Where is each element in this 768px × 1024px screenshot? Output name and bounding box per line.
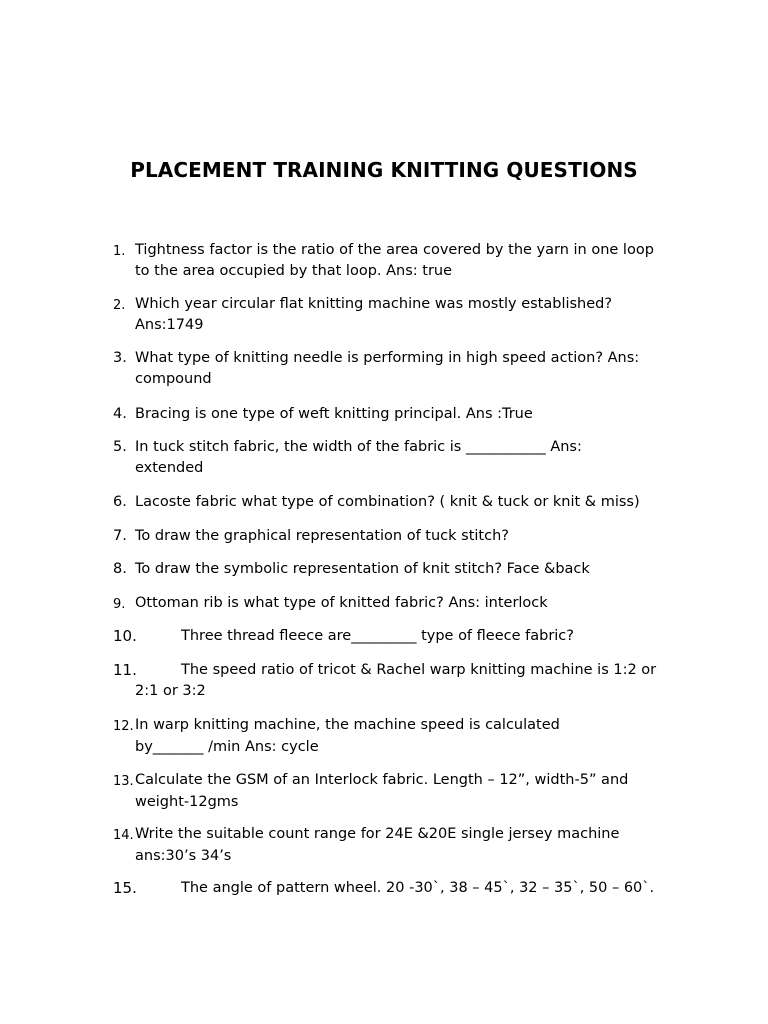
question-item — [113, 404, 683, 425]
question-item — [113, 348, 683, 390]
question-text — [181, 626, 683, 647]
question-line: In tuck stitch fabric, the width of the fabric is ___________ Ans: — [135, 439, 582, 455]
question-number: 4. — [113, 406, 127, 422]
question-number: 9. — [113, 597, 126, 612]
question-text — [135, 593, 683, 614]
question-line: Bracing is one type of weft knitting principal. Ans :True — [135, 406, 533, 422]
question-line: Which year circular flat knitting machine was mostly established? — [135, 296, 613, 312]
question-number: 11. — [113, 661, 137, 679]
question-line: Write the suitable count range for 24E &20E single jersey machine — [135, 826, 620, 842]
question-item — [113, 593, 683, 614]
question-item — [113, 240, 683, 282]
question-item — [113, 559, 683, 580]
question-text — [135, 526, 683, 547]
question-line: The speed ratio of tricot & Rachel warp knitting machine is 1:2 or — [181, 662, 657, 678]
question-number: 12. — [113, 719, 134, 734]
question-line: ans:30’s 34’s — [135, 848, 232, 864]
question-line: Ottoman rib is what type of knitted fabric? Ans: interlock — [135, 595, 548, 611]
question-line: Three thread fleece are_________ type of fleece fabric? — [181, 628, 574, 644]
question-item — [113, 660, 683, 702]
question-number: 8. — [113, 561, 127, 577]
question-number: 10. — [113, 627, 137, 645]
question-line: Ans:1749 — [135, 317, 204, 333]
question-line: Calculate the GSM of an Interlock fabric. Length – 12”, width-5” and — [135, 772, 629, 788]
question-line: 2:1 or 3:2 — [135, 683, 206, 699]
question-number: 5. — [113, 439, 127, 455]
question-line: To draw the symbolic representation of knit stitch? Face &back — [135, 561, 590, 577]
question-line: compound — [135, 371, 212, 387]
page-title: PLACEMENT TRAINING KNITTING QUESTIONS — [130, 158, 638, 182]
question-number: 6. — [113, 494, 127, 510]
question-item — [113, 770, 683, 813]
question-text — [135, 492, 683, 513]
question-text — [135, 348, 683, 390]
question-number: 2. — [113, 298, 126, 313]
question-item — [113, 878, 683, 899]
question-text — [181, 878, 683, 899]
question-item — [113, 824, 683, 867]
question-item — [113, 715, 683, 758]
question-line: To draw the graphical representation of tuck stitch? — [135, 528, 509, 544]
question-text — [135, 404, 683, 425]
question-text — [135, 559, 683, 580]
question-text — [135, 294, 683, 336]
question-text — [135, 240, 683, 282]
question-line: extended — [135, 460, 204, 476]
question-line: The angle of pattern wheel. 20 -30`, 38 – 45`, 32 – 35`, 50 – 60`. — [181, 880, 655, 896]
question-line: Tightness factor is the ratio of the area covered by the yarn in one loop — [135, 242, 654, 258]
question-item — [113, 294, 683, 336]
question-line: by_______ /min Ans: cycle — [135, 739, 319, 755]
question-number: 14. — [113, 828, 134, 843]
question-item — [113, 526, 683, 547]
question-item — [113, 437, 683, 479]
question-line: to the area occupied by that loop. Ans: true — [135, 263, 453, 279]
question-number: 13. — [113, 774, 134, 789]
question-number: 1. — [113, 244, 126, 259]
question-line: In warp knitting machine, the machine speed is calculated — [135, 717, 560, 733]
question-item — [113, 626, 683, 647]
question-line: What type of knitting needle is performing in high speed action? Ans: — [135, 350, 640, 366]
question-number: 3. — [113, 350, 127, 366]
question-number: 15. — [113, 879, 137, 897]
question-line: weight-12gms — [135, 794, 239, 810]
question-item — [113, 492, 683, 513]
question-number: 7. — [113, 528, 127, 544]
question-line: Lacoste fabric what type of combination? ( knit & tuck or knit & miss) — [135, 494, 640, 510]
question-text — [135, 437, 683, 479]
